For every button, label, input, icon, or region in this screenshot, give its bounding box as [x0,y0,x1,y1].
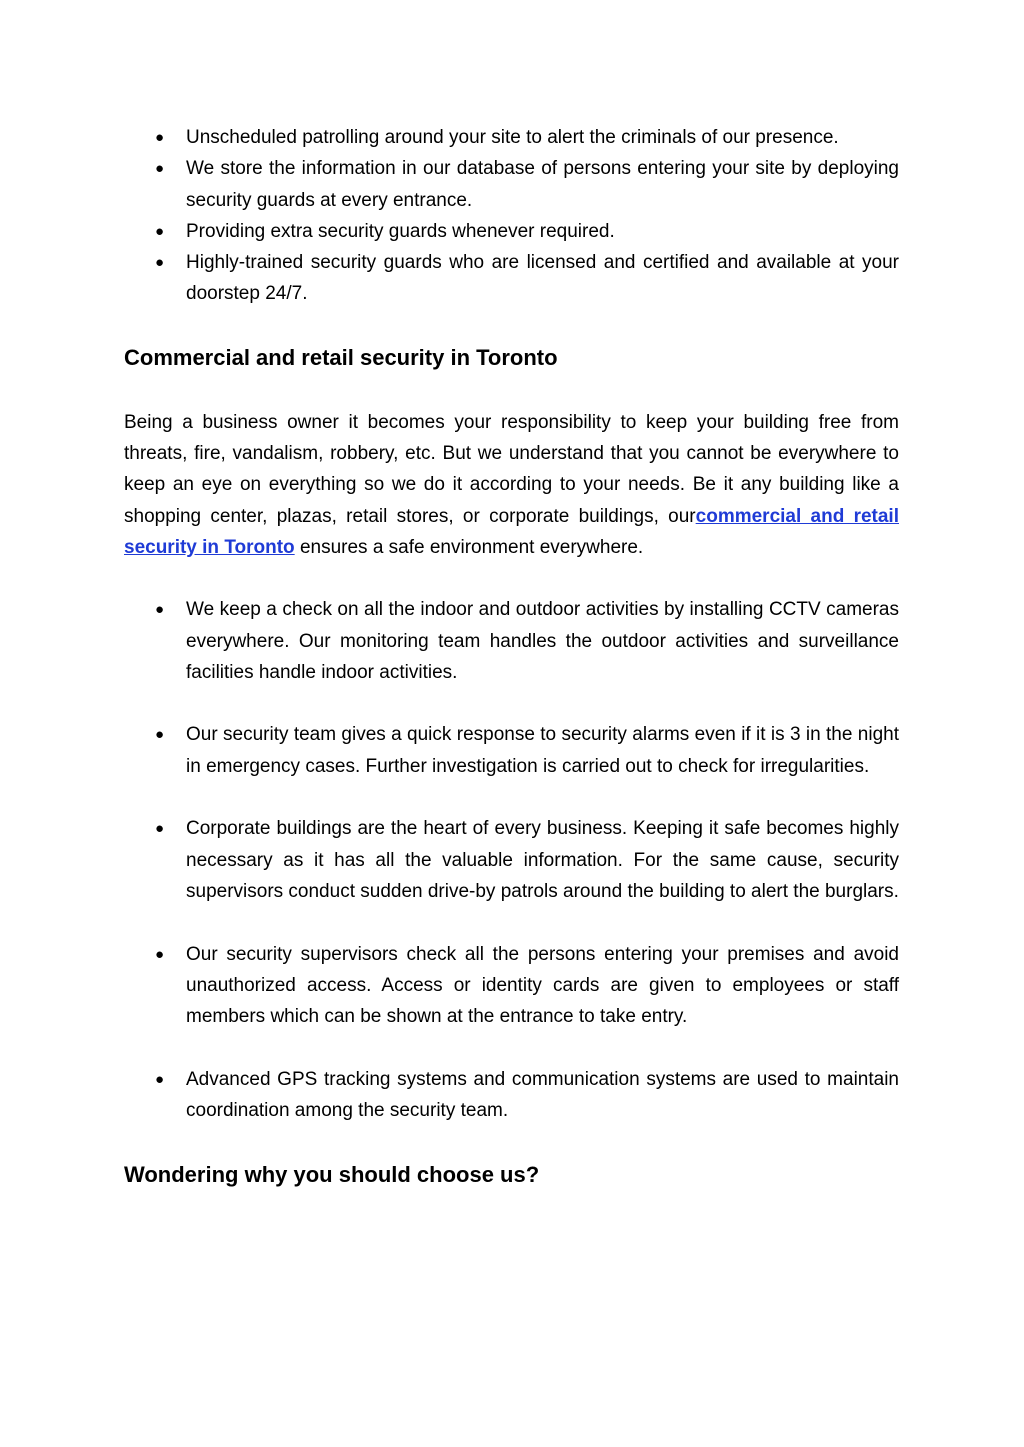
list-item [124,1064,899,1127]
bullet-icon: ● [155,820,165,838]
list-item-text: Advanced GPS tracking systems and communication systems are used to maintain coordination among the security team. [186,1068,899,1122]
list-item-text: Our security team gives a quick response to security alarms even if it is 3 in the night in emergency cases. Further investigation is carried out to check for irregularities. [186,724,899,777]
list-item-text: Unscheduled patrolling around your site to alert the criminals of our presence. [186,127,839,148]
section-heading-commercial: Commercial and retail security in Toronto [124,344,558,370]
section-heading-why-us: Wondering why you should choose us? [124,1162,540,1188]
list-item [124,122,899,153]
list-item [124,153,899,216]
services-bullet-list [124,594,899,1126]
list-item [124,594,899,688]
bullet-icon: ● [155,945,165,963]
list-item-text: Corporate buildings are the heart of every business. Keeping it safe becomes highly necessary as it has all the valuable information. For the same cause, security supervisors conduct sudden drive-by patrols around the building to alert the burglars. [186,818,899,902]
bullet-icon: ● [155,1070,165,1088]
bullet-icon: ● [155,726,165,744]
section-paragraph [124,407,899,563]
list-item [124,939,899,1033]
list-item [124,813,899,907]
list-item [124,216,899,247]
commercial-security-link[interactable]: commercial and retail security in Toronto [124,505,899,558]
list-item-text: Providing extra security guards whenever required. [186,220,615,242]
list-item [124,719,899,782]
paragraph-text-after: ensures a safe environment everywhere. [294,536,644,558]
list-item-text: We store the information in our database of persons entering your site by deploying security guards at every entrance. [186,158,899,211]
bullet-icon: ● [155,254,165,272]
bullet-icon: ● [155,601,165,619]
list-item-text: Highly-trained security guards who are licensed and certified and available at your doorstep 24/7. [186,252,899,305]
bullet-icon: ● [155,160,165,178]
intro-bullet-list [124,122,899,310]
bullet-icon: ● [155,222,165,240]
bullet-icon: ● [155,129,165,146]
paragraph-text-before: Being a business owner it becomes your responsibility to keep your building free from threats, fire, vandalism, robbery, etc. But we understand that you cannot be everywhere to keep an eye on everything so we do it according to your needs. Be it any building like a shopping center, plazas, retail stores, or corporate buildings, our [124,411,899,527]
list-item [124,247,899,310]
list-item-text: We keep a check on all the indoor and outdoor activities by installing CCTV cameras everywhere. Our monitoring team handles the outdoor activities and surveillance facilities handle indoor activities. [186,599,899,683]
list-item-text: Our security supervisors check all the persons entering your premises and avoid unauthorized access. Access or identity cards are given to employees or staff members which can be shown at the entrance to take entry. [186,943,899,1028]
document-page [124,120,899,1191]
